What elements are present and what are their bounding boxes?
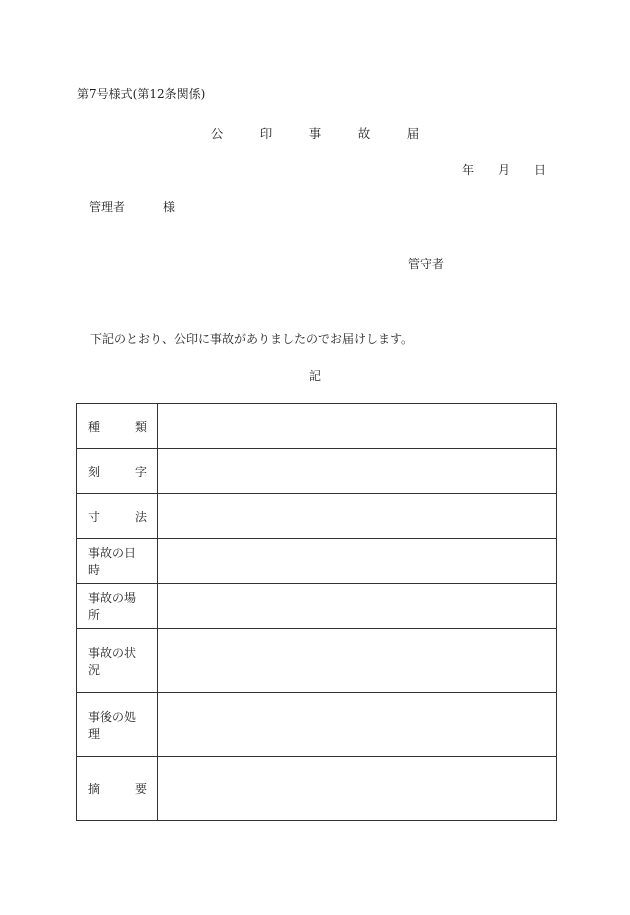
row-label-incident-datetime: 事故の日時 (77, 539, 158, 584)
date-line (450, 161, 558, 178)
ki-heading: 記 (308, 369, 321, 383)
table-row (77, 584, 557, 629)
row-value-type[interactable] (158, 404, 557, 449)
row-value-inscription[interactable] (158, 449, 557, 494)
addressee-honorific: 様 (163, 200, 176, 214)
row-label-dimensions: 寸 法 (77, 494, 158, 539)
addressee-line (89, 198, 175, 215)
table-row (77, 539, 557, 584)
title-char: 公 (210, 126, 224, 141)
row-label-type: 種 類 (77, 404, 158, 449)
form-number-label: 第7号様式(第12条関係) (77, 87, 206, 101)
table-row (77, 404, 557, 449)
row-label-inscription: 刻 字 (77, 449, 158, 494)
date-year: 年 (461, 163, 474, 177)
row-value-incident-situation[interactable] (158, 629, 557, 693)
table-row (77, 449, 557, 494)
row-value-remarks[interactable] (158, 757, 557, 821)
row-value-followup[interactable] (158, 693, 557, 757)
row-value-incident-datetime[interactable] (158, 539, 557, 584)
custodian-label: 管守者 (408, 257, 445, 271)
table-row (77, 693, 557, 757)
row-label-incident-place: 事故の場所 (77, 584, 158, 629)
addressee-role: 管理者 (89, 200, 126, 214)
title-char: 故 (357, 126, 371, 141)
row-label-incident-situation: 事故の状況 (77, 629, 158, 693)
intro-text: 下記のとおり、公印に事故がありましたのでお届けします。 (90, 332, 414, 346)
title-char: 印 (259, 126, 273, 141)
document-title (0, 124, 630, 142)
row-value-dimensions[interactable] (158, 494, 557, 539)
table-row (77, 629, 557, 693)
row-value-incident-place[interactable] (158, 584, 557, 629)
report-table (76, 403, 557, 821)
date-month: 月 (497, 163, 510, 177)
title-char: 届 (406, 126, 420, 141)
table-row (77, 757, 557, 821)
date-day: 日 (533, 163, 546, 177)
row-label-remarks: 摘 要 (77, 757, 158, 821)
title-char: 事 (308, 126, 322, 141)
row-label-followup: 事後の処理 (77, 693, 158, 757)
table-row (77, 494, 557, 539)
